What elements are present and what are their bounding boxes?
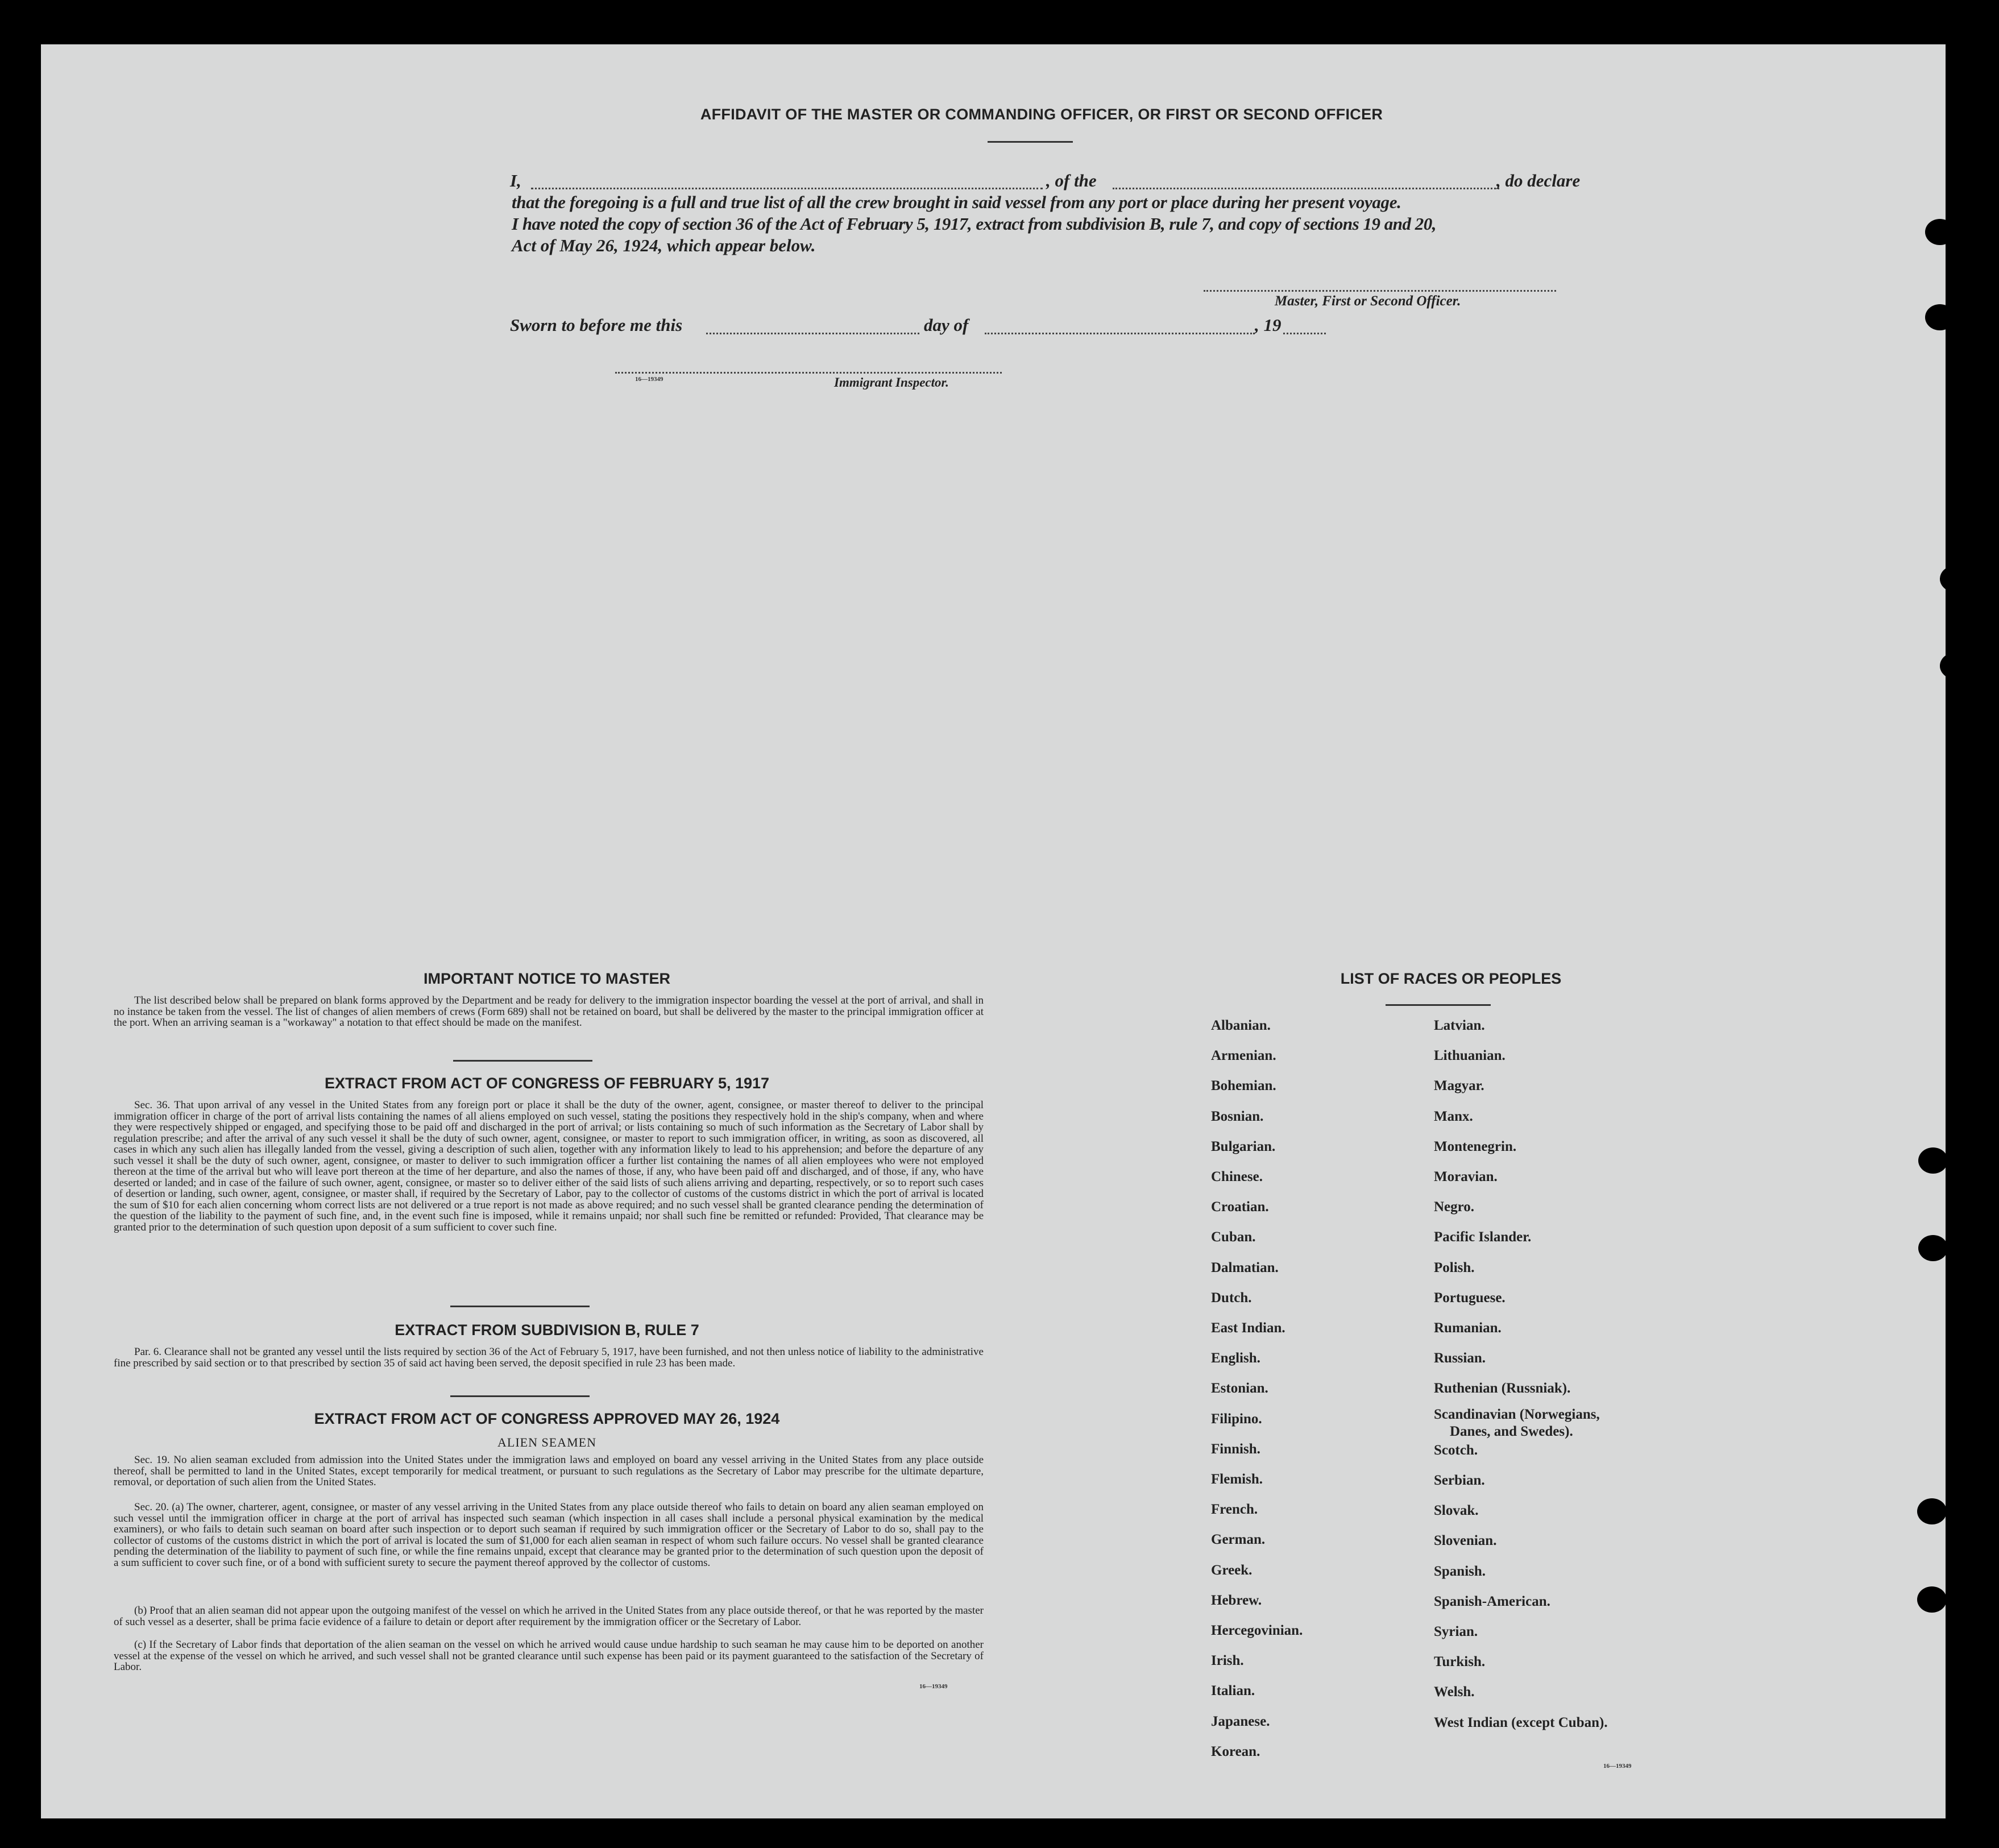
affidavit-line-2: that the foregoing is a full and true list of all the crew brought in said vessel from any port or place during her present voyage. — [512, 192, 1401, 212]
title-divider — [988, 141, 1073, 143]
races-divider — [1386, 1004, 1491, 1006]
race-item: Danes, and Swedes). — [1450, 1423, 1573, 1439]
race-item: Flemish. — [1211, 1472, 1263, 1487]
race-item: West Indian (except Cuban). — [1434, 1714, 1608, 1730]
race-item: German. — [1211, 1532, 1266, 1548]
race-item: Japanese. — [1211, 1713, 1270, 1729]
race-item: Manx. — [1434, 1108, 1473, 1124]
race-item: Russian. — [1434, 1350, 1486, 1366]
extract-1924-sec20c: (c) If the Secretary of Labor finds that deportation of the alien seaman on the vessel on which he arrived would cause undue hardship to such seaman he may cause him to be deported on another vessel at the expense of the vessel on which he arrived, and such vessel shall not be granted clearance until such expense has been paid or its payment guaranteed to the satisfaction of the Secretary of Labor. — [114, 1639, 984, 1673]
sworn-label: Sworn to before me this — [510, 315, 683, 335]
inspector-label: Immigrant Inspector. — [834, 375, 949, 390]
rule7-title: EXTRACT FROM SUBDIVISION B, RULE 7 — [395, 1321, 699, 1339]
race-item: Magyar. — [1434, 1078, 1484, 1094]
race-item: Slovenian. — [1434, 1533, 1497, 1549]
alien-seamen-subtitle: ALIEN SEAMEN — [497, 1435, 596, 1449]
race-item: Serbian. — [1434, 1473, 1485, 1488]
affidavit-line-4: Act of May 26, 1924, which appear below. — [512, 235, 816, 255]
race-item: Bosnian. — [1211, 1108, 1264, 1124]
race-item: Hebrew. — [1211, 1592, 1262, 1608]
race-item: Bohemian. — [1211, 1078, 1276, 1094]
extract-1924-sec20a: Sec. 20. (a) The owner, charterer, agent, consignee, or master of any vessel arriving in the United States from any place outside thereof who fails to detain on board any alien seaman employed on such vessel until the immigration officer in charge at the port of arrival has inspected such seaman (which inspection in all cases shall include a personal physical examination by the medical examiners), or who fails to detain such seaman on board after such inspection or to deport such seaman if required by such immigration officer or the Secretary of Labor to do so, shall pay to the collector of customs of the customs district in which the port of arrival is located the sum of $1,000 for each alien seaman in respect of whom such failure occurs. No vessel shall be granted clearance pending the determination of the liability to payment of such fine, or while the fine remains unpaid, except that clearance may be granted prior to the determination of such question upon the deposit of a sum sufficient to cover such fine, or of a bond with sufficient surety to secure the payment thereof approved by the collector of customs. — [114, 1501, 984, 1569]
race-item: English. — [1211, 1350, 1260, 1366]
punch-hole — [1940, 653, 1969, 679]
race-item: Moravian. — [1434, 1169, 1498, 1184]
punch-hole — [1940, 566, 1969, 592]
race-item: Negro. — [1434, 1199, 1475, 1215]
punch-hole — [1918, 1147, 1948, 1174]
race-item: Latvian. — [1434, 1018, 1485, 1033]
race-item: Armenian. — [1211, 1048, 1276, 1064]
race-item: Scotch. — [1434, 1442, 1478, 1458]
race-item: Slovak. — [1434, 1503, 1479, 1519]
race-item: Filipino. — [1211, 1411, 1262, 1427]
race-item: Korean. — [1211, 1743, 1260, 1759]
race-item: East Indian. — [1211, 1320, 1285, 1336]
extract-1924-sec19: Sec. 19. No alien seaman excluded from admission into the United States under the immigration laws and employed on board any vessel arriving in the United States from any place outside thereof, shall be permitted to land in the United States, except temporarily for medical treatment, or pursuant to such regulations as the Secretary of Labor may prescribe for the ultimate departure, removal, or deportation of such alien from the United States. — [114, 1454, 984, 1488]
extract-1924-sec20b: (b) Proof that an alien seaman did not appear upon the outgoing manifest of the vessel on which he arrived in the United States from any place outside thereof, or that he was reported by the master of such vessel as a deserter, shall be prima facie evidence of a failure to detain or deport after requirement by the immigration officer or the Secretary of Labor. — [114, 1605, 984, 1628]
race-item: Greek. — [1211, 1562, 1253, 1578]
notice-text: The list described below shall be prepared on blank forms approved by the Department and be ready for delivery to the immigration inspector boarding the vessel at the port of arrival, and shall in no instance be taken from the vessel. The list of changes of alien members of crews (Form 689) shall not be retained on board, but shall be delivered by the master to the principal immigration officer at the port. When an arriving seaman is a "workaway" a notation to that effect should be made on the manifest. — [114, 995, 984, 1029]
race-item: Finnish. — [1211, 1441, 1260, 1457]
do-declare-label: , do declare — [1496, 171, 1581, 190]
races-title: LIST OF RACES OR PEOPLES — [1340, 970, 1562, 987]
race-item: Italian. — [1211, 1683, 1255, 1699]
sworn-year-line — [1283, 333, 1326, 334]
extract-1917-title: EXTRACT FROM ACT OF CONGRESS OF FEBRUARY 5, 1917 — [324, 1075, 770, 1092]
race-item: Portuguese. — [1434, 1290, 1506, 1306]
master-signature-label: Master, First or Second Officer. — [1275, 293, 1461, 309]
race-item: Dutch. — [1211, 1290, 1252, 1306]
day-of-label: day of — [924, 315, 969, 335]
race-item: Pacific Islander. — [1434, 1229, 1532, 1245]
sworn-day-line — [706, 333, 919, 334]
race-item: Irish. — [1211, 1653, 1244, 1669]
race-item: Bulgarian. — [1211, 1138, 1276, 1154]
race-item: Welsh. — [1434, 1684, 1475, 1700]
race-item: Montenegrin. — [1434, 1138, 1517, 1154]
vessel-name-line — [1113, 188, 1499, 189]
race-item: Spanish-American. — [1434, 1593, 1550, 1609]
race-item: Scandinavian (Norwegians, — [1434, 1406, 1600, 1422]
punch-hole — [1925, 219, 1955, 245]
affidavit-i-label: I, — [510, 171, 521, 190]
race-item: Estonian. — [1211, 1381, 1268, 1397]
affidavit-line-3: I have noted the copy of section 36 of the Act of February 5, 1917, extract from subdivision B, rule 7, and copy of sections 19 and 20, — [512, 214, 1436, 234]
extract-1917-text: Sec. 36. That upon arrival of any vessel in the United States from any foreign port or place it shall be the duty of the owner, agent, consignee, or master thereof to deliver to the principal immigration officer in charge of the port of arrival lists containing the names of all aliens employed on such vessel, stating the positions they respectively hold in the ship's company, when and where they were respectively shipped or engaged, and specifying those to be paid off and discharged in the port of arrival; or lists containing so much of such information as the Secretary of Labor shall by regulation prescribe; and after the arrival of any such vessel it shall be the duty of such owner, agent, consignee, or master to report to such immigration officer, in writing, as soon as discovered, all cases in which any such alien has illegally landed from the vessel, giving a description of such alien, together with any information likely to lead to his apprehension; and before the departure of any such vessel it shall be the duty of such owner, agent, consignee, or master to deliver to such immigration officer a further list containing the names of all alien employees who were not employed thereon at the time of the arrival but who will leave port thereon at the time of her departure, and also the names of those, if any, who have been paid off and discharged, and of those, if any, who have deserted or landed; and in case of the failure of such owner, agent, consignee, or master so to deliver either of the said lists of such aliens arriving and departing, respectively, or so to report such cases of desertion or landing, such owner, agent, consignee, or master shall, if required by the Secretary of Labor, pay to the collector of customs of the customs district in which the port of arrival is located the sum of $10 for each alien concerning whom correct lists are not delivered or a true report is not made as above required; and no such vessel shall be granted clearance pending the determination of the question of the liability to the payment of such fine, and, in the event such fine is imposed, while it remains unpaid; nor shall such fine be remitted or refunded: Provided, That clearance may be granted prior to the determination of such question upon deposit of a sum sufficient to cover such fine. — [114, 1099, 984, 1233]
race-item: French. — [1211, 1502, 1258, 1518]
race-item: Cuban. — [1211, 1229, 1256, 1245]
punch-hole — [1917, 1498, 1947, 1524]
sworn-month-line — [985, 333, 1255, 334]
race-item: Albanian. — [1211, 1018, 1271, 1033]
race-item: Spanish. — [1434, 1563, 1486, 1579]
race-item: Polish. — [1434, 1259, 1475, 1275]
race-item: Ruthenian (Russniak). — [1434, 1381, 1571, 1397]
race-item: Syrian. — [1434, 1624, 1478, 1639]
rule7-divider — [450, 1395, 590, 1397]
officer-name-line — [531, 188, 1043, 189]
rule7-text: Par. 6. Clearance shall not be granted any vessel until the lists required by section 36 of the Act of February 5, 1917, have been furnished, and not then unless notice of liability to the administrative fine prescribed by said section or to that prescribed by section 35 of said act having been served, the deposit specified in rule 23 has been made. — [114, 1346, 984, 1369]
extract-1924-form-number: 16—19349 — [919, 1683, 948, 1690]
punch-hole — [1925, 304, 1955, 330]
race-item: Turkish. — [1434, 1654, 1486, 1670]
notice-divider — [453, 1060, 592, 1062]
race-item: Croatian. — [1211, 1199, 1269, 1215]
document-page — [41, 44, 1946, 1818]
year-label: , 19 — [1255, 315, 1281, 335]
race-item: Rumanian. — [1434, 1320, 1502, 1336]
race-item: Hercegovinian. — [1211, 1623, 1303, 1638]
affidavit-title: AFFIDAVIT OF THE MASTER OR COMMANDING OFFICER, OR FIRST OR SECOND OFFICER — [700, 106, 1383, 123]
race-item: Dalmatian. — [1211, 1259, 1279, 1275]
notice-title: IMPORTANT NOTICE TO MASTER — [424, 970, 670, 987]
race-item: Chinese. — [1211, 1169, 1263, 1184]
punch-hole — [1918, 1235, 1948, 1261]
of-the-label: , of the — [1046, 171, 1097, 190]
race-item: Lithuanian. — [1434, 1048, 1506, 1064]
extract-1924-title: EXTRACT FROM ACT OF CONGRESS APPROVED MAY 26, 1924 — [314, 1410, 780, 1427]
races-form-number: 16—19349 — [1603, 1763, 1632, 1770]
extract-1917-divider — [450, 1306, 590, 1307]
punch-hole — [1917, 1586, 1947, 1613]
inspector-signature-line — [615, 372, 1002, 374]
affidavit-form-number: 16—19349 — [635, 376, 663, 383]
master-signature-line — [1204, 290, 1556, 292]
